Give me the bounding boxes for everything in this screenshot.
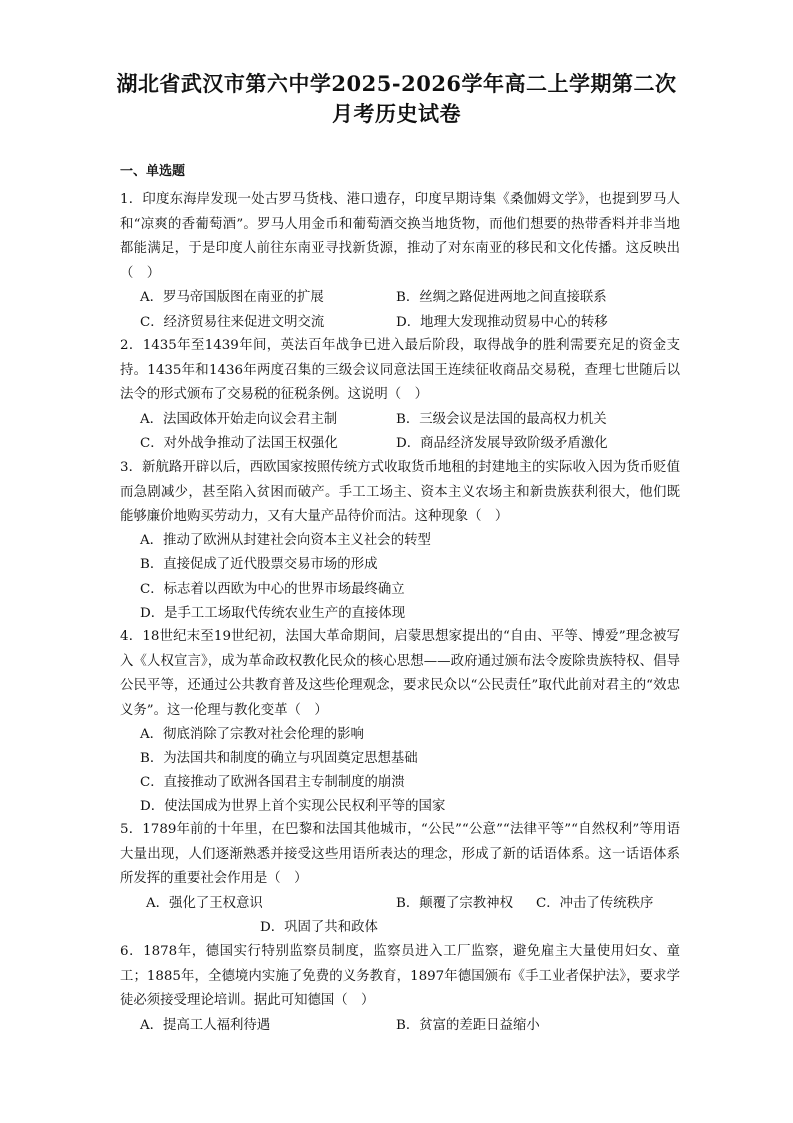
question-6-stem: 6．1878年，德国实行特别监察员制度，监察员进入工厂监察，避免雇主大量使用妇女、童工；1885年，全德境内实施了免费的义务教育，1897年德国颁布《手工业者保护法》，要求学徒必须接受理论培训。据此可知德国（ ） <box>120 944 680 1008</box>
question-4-option-d: D．使法国成为世界上首个实现公民权利平等的国家 <box>140 799 446 814</box>
question-6-option-b: B．贫富的差距日益缩小 <box>396 1018 540 1033</box>
question-4-option-a: A．彻底消除了宗教对社会伦理的影响 <box>140 727 364 742</box>
question-6-option-a: A．提高工人福利待遇 <box>140 1018 271 1033</box>
question-3-option-b: B．直接促成了近代股票交易市场的形成 <box>140 557 378 572</box>
question-3-stem: 3．新航路开辟以后，西欧国家按照传统方式收取货币地租的封建地主的实际收入因为货币贬值而急剧减少，甚至陷入贫困而破产。手工工场主、资本主义农场主和新贵族获利很大，他们既能够廉价地购买劳动力，又有大量产品待价而沽。这种现象（ ） <box>120 460 680 524</box>
question-1-option-d: D．地理大发现推动贸易中心的转移 <box>396 315 608 330</box>
question-1-option-c: C．经济贸易往来促进文明交流 <box>140 315 325 330</box>
question-5-option-d: D．巩固了共和政体 <box>260 920 378 935</box>
question-4-option-b: B．为法国共和制度的确立与巩固奠定思想基础 <box>140 751 418 766</box>
question-1-option-b: B．丝绸之路促进两地之间直接联系 <box>396 290 607 305</box>
question-5-option-a: A．强化了王权意识 <box>146 896 263 911</box>
section-heading: 一、单选题 <box>120 164 186 179</box>
exam-title-line-1: 湖北省武汉市第六中学2025-2026学年高二上学期第二次 <box>116 71 677 96</box>
question-1-stem: 1．印度东海岸发现一处古罗马货栈、港口遗存，印度早期诗集《桑伽姆文学》，也提到罗马人和“凉爽的香葡萄酒”。罗马人用金币和葡萄酒交换当地货物，而他们想要的热带香料并非当地都能满足，于是印度人前往东南亚寻找新货源，推动了对东南亚的移民和文化传播。这反映出（ ） <box>120 192 680 281</box>
question-3-option-c: C．标志着以西欧为中心的世界市场最终确立 <box>140 582 405 597</box>
question-5-option-c: C．冲击了传统秩序 <box>536 896 654 911</box>
question-5-stem: 5．1789年前的十年里，在巴黎和法国其他城市，“公民”“公意”“法律平等”“自然权利”等用语大量出现，人们逐渐熟悉并接受这些用语所表达的理念，形成了新的话语体系。这一话语体系所发挥的重要社会作用是（ ） <box>120 822 680 886</box>
question-4-option-c: C．直接推动了欧洲各国君主专制制度的崩溃 <box>140 775 405 790</box>
question-2-option-b: B．三级会议是法国的最高权力机关 <box>396 412 607 427</box>
question-1-option-a: A．罗马帝国版图在南亚的扩展 <box>140 290 324 305</box>
question-2-option-a: A．法国政体开始走向议会君主制 <box>140 412 338 427</box>
question-2-stem: 2．1435年至1439年间，英法百年战争已进入最后阶段，取得战争的胜利需要充足的资金支持。1435年和1436年两度召集的三级会议同意法国王连续征收商品交易税，查理七世随后以法令的形式颁布了交易税的征税条例。这说明（ ） <box>120 338 680 402</box>
exam-title-line-2: 月考历史试卷 <box>332 101 461 126</box>
question-3-option-d: D．是手工工场取代传统农业生产的直接体现 <box>140 606 406 621</box>
question-5-option-b: B．颠覆了宗教神权 <box>396 896 513 911</box>
question-3-option-a: A．推动了欧洲从封建社会向资本主义社会的转型 <box>140 533 431 548</box>
question-4-stem: 4．18世纪末至19世纪初，法国大革命期间，启蒙思想家提出的“自由、平等、博爱”理念被写入《人权宣言》，成为革命政权教化民众的核心思想——政府通过颁布法令废除贵族特权、倡导公民平等，还通过公共教育普及这些伦理观念，要求民众以“公民责任”取代此前对君主的“效忠义务”。这一伦理与教化变革（ ） <box>120 629 680 718</box>
question-2-option-c: C．对外战争推动了法国王权强化 <box>140 436 338 451</box>
question-2-option-d: D．商品经济发展导致阶级矛盾激化 <box>396 436 608 451</box>
